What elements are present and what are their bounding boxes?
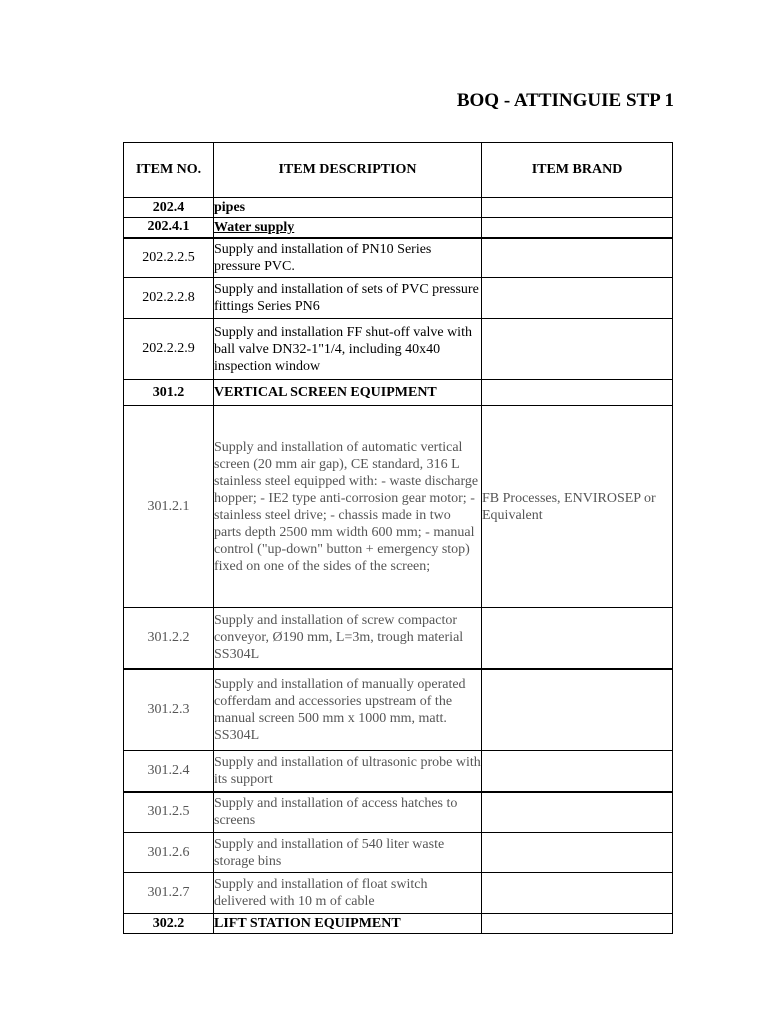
item-description: Supply and installation of ultrasonic probe with its support: [214, 751, 482, 792]
item-brand: [482, 198, 673, 218]
table-row: [124, 319, 673, 380]
item-brand: [482, 873, 673, 914]
table-row: [124, 751, 673, 792]
item-brand: FB Processes, ENVIROSEP or Equivalent: [482, 406, 673, 608]
item-no: 301.2.7: [124, 873, 214, 914]
item-brand: [482, 833, 673, 873]
table-row: [124, 608, 673, 669]
item-description: VERTICAL SCREEN EQUIPMENT: [214, 380, 482, 406]
header-item-description: ITEM DESCRIPTION: [214, 143, 482, 198]
item-brand: [482, 608, 673, 669]
item-description: LIFT STATION EQUIPMENT: [214, 914, 482, 934]
table-row: [124, 278, 673, 319]
item-description: Supply and installation of manually operated cofferdam and accessories upstream of the manual screen 500 mm x 1000 mm, matt. SS304L: [214, 669, 482, 751]
table-row: [124, 406, 673, 608]
table-row: [124, 669, 673, 751]
table-row: [124, 238, 673, 278]
item-description: Supply and installation FF shut-off valve with ball valve DN32-1"1/4, including 40x40 inspection window: [214, 319, 482, 380]
item-no: 202.2.2.5: [124, 238, 214, 278]
item-brand: [482, 751, 673, 792]
item-description: Supply and installation of access hatches to screens: [214, 792, 482, 833]
item-no: 301.2.4: [124, 751, 214, 792]
item-brand: [482, 278, 673, 319]
item-no: 202.4.1: [124, 218, 214, 238]
item-brand: [482, 218, 673, 238]
table-row: [124, 873, 673, 914]
item-description: Supply and installation of 540 liter waste storage bins: [214, 833, 482, 873]
table-row: [124, 914, 673, 934]
table-row: [124, 198, 673, 218]
item-no: 202.4: [124, 198, 214, 218]
item-brand: [482, 380, 673, 406]
item-description: pipes: [214, 198, 482, 218]
item-no: 301.2: [124, 380, 214, 406]
item-description: Supply and installation of sets of PVC pressure fittings Series PN6: [214, 278, 482, 319]
document-title: BOQ - ATTINGUIE STP 1: [456, 90, 674, 111]
table-row: [124, 833, 673, 873]
item-description: Supply and installation of screw compactor conveyor, Ø190 mm, L=3m, trough material SS304L: [214, 608, 482, 669]
item-description-text: Water supply: [214, 219, 295, 235]
item-brand: [482, 319, 673, 380]
header-item-brand: ITEM BRAND: [482, 143, 673, 198]
item-description: [214, 218, 482, 238]
item-no: 301.2.5: [124, 792, 214, 833]
boq-table: [123, 142, 673, 934]
table-row: [124, 218, 673, 238]
item-no: 301.2.1: [124, 406, 214, 608]
item-description: Supply and installation of automatic vertical screen (20 mm air gap), CE standard, 316 L stainless steel equipped with: - waste discharge hopper; - IE2 type anti-corrosion gear motor; - stainless steel drive; - chassis made in two parts depth 2500 mm width 600 mm; - manual control ("up-down" button + emergency stop) fixed on one of the sides of the screen;: [214, 406, 482, 608]
item-brand: [482, 914, 673, 934]
item-no: 301.2.3: [124, 669, 214, 751]
item-no: 302.2: [124, 914, 214, 934]
table-header-row: [124, 143, 673, 198]
header-item-no: ITEM NO.: [124, 143, 214, 198]
item-no: 202.2.2.8: [124, 278, 214, 319]
item-brand: [482, 669, 673, 751]
item-no: 301.2.6: [124, 833, 214, 873]
item-no: 301.2.2: [124, 608, 214, 669]
item-no: 202.2.2.9: [124, 319, 214, 380]
item-brand: [482, 238, 673, 278]
item-brand: [482, 792, 673, 833]
item-description: Supply and installation of PN10 Series pressure PVC.: [214, 238, 482, 278]
item-description: Supply and installation of float switch delivered with 10 m of cable: [214, 873, 482, 914]
table-row: [124, 380, 673, 406]
table-row: [124, 792, 673, 833]
